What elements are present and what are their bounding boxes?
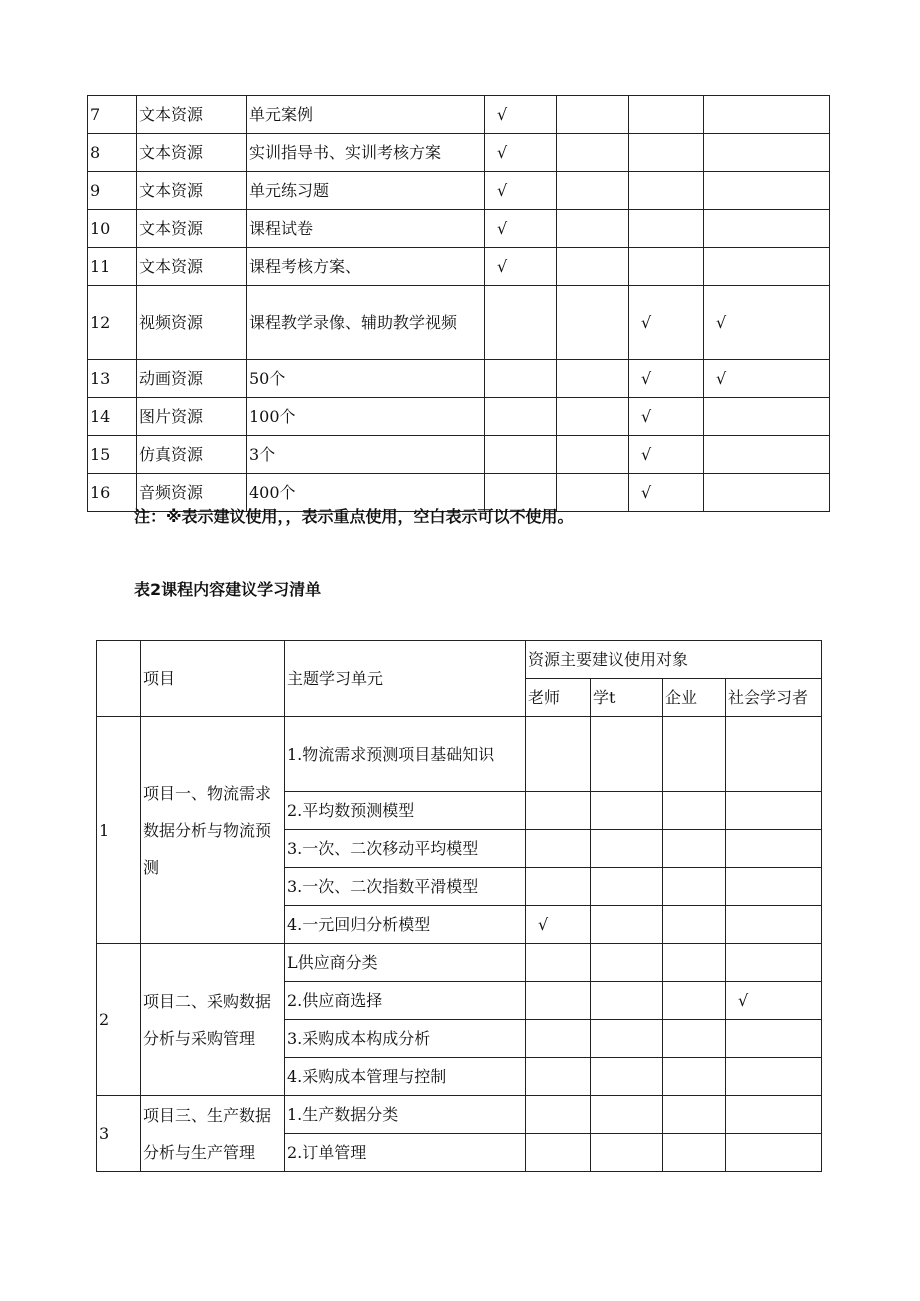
check-cell: √ [485,248,557,286]
check-cell [663,1058,726,1096]
check-cell [526,1134,591,1172]
resource-type: 图片资源 [137,398,247,436]
resource-type: 仿真资源 [137,436,247,474]
row-number: 7 [88,96,137,134]
check-cell [526,1058,591,1096]
resource-type: 文本资源 [137,172,247,210]
check-cell [629,248,704,286]
table-row [88,248,830,286]
unit-name: 2.供应商选择 [285,982,526,1020]
check-cell [726,944,822,982]
check-cell [629,172,704,210]
check-cell [557,360,629,398]
check-cell [663,868,726,906]
table-row [97,1096,822,1134]
check-cell [726,1058,822,1096]
check-cell: √ [526,906,591,944]
table-row [88,398,830,436]
check-cell [485,360,557,398]
check-cell [526,944,591,982]
check-cell [704,398,830,436]
check-cell [557,172,629,210]
resource-content: 单元案例 [247,96,485,134]
check-cell [557,210,629,248]
resource-content: 400个 [247,474,485,512]
check-cell [704,172,830,210]
check-cell [591,944,663,982]
project-number: 2 [97,944,141,1096]
check-cell: √ [485,134,557,172]
check-cell [591,868,663,906]
project-number: 3 [97,1096,141,1172]
check-cell [485,286,557,360]
check-cell [726,830,822,868]
check-cell [663,830,726,868]
check-cell [591,830,663,868]
check-cell [663,1134,726,1172]
table-row [88,286,830,360]
row-number: 15 [88,436,137,474]
table2-caption: 表2课程内容建议学习清单 [134,580,322,599]
check-cell: √ [485,210,557,248]
learning-list-table [96,640,822,1172]
check-cell [591,1058,663,1096]
project-name: 项目二、采购数据分析与采购管理 [141,944,285,1096]
row-number: 11 [88,248,137,286]
check-cell: √ [629,474,704,512]
header-row [97,641,822,679]
resource-content: 实训指导书、实训考核方案 [247,134,485,172]
check-cell [629,96,704,134]
check-cell [526,868,591,906]
resource-content: 50个 [247,360,485,398]
resource-content: 课程教学录像、辅助教学视频 [247,286,485,360]
resource-content: 100个 [247,398,485,436]
unit-name: 3.一次、二次指数平滑模型 [285,868,526,906]
check-cell [591,792,663,830]
check-cell [526,830,591,868]
check-cell [663,1020,726,1058]
check-cell [557,96,629,134]
check-cell: √ [726,982,822,1020]
table-note: 注：※表示建议使用，，表示重点使用，空白表示可以不使用。 [134,507,574,526]
unit-name: 4.采购成本管理与控制 [285,1058,526,1096]
check-cell [485,398,557,436]
check-cell [629,210,704,248]
row-number: 16 [88,474,137,512]
check-cell [557,286,629,360]
table-row [97,717,822,792]
table-row [88,360,830,398]
check-cell [726,906,822,944]
check-cell: √ [629,360,704,398]
resource-content: 3个 [247,436,485,474]
table-row [97,944,822,982]
project-number: 1 [97,717,141,944]
check-cell [557,436,629,474]
resource-content: 课程考核方案、 [247,248,485,286]
check-cell [663,982,726,1020]
header-unit: 主题学习单元 [285,641,526,717]
check-cell [526,717,591,792]
row-number: 13 [88,360,137,398]
check-cell [704,134,830,172]
check-cell [591,906,663,944]
check-cell [726,868,822,906]
check-cell [663,1096,726,1134]
check-cell [663,906,726,944]
unit-name: 3.一次、二次移动平均模型 [285,830,526,868]
header-number [97,641,141,717]
check-cell [591,717,663,792]
check-cell [704,248,830,286]
row-number: 8 [88,134,137,172]
check-cell: √ [485,172,557,210]
check-cell [591,1096,663,1134]
check-cell [629,134,704,172]
check-cell [726,792,822,830]
check-cell [591,1020,663,1058]
resource-type: 视频资源 [137,286,247,360]
resource-type: 动画资源 [137,360,247,398]
check-cell [557,398,629,436]
resource-type: 文本资源 [137,248,247,286]
check-cell [557,248,629,286]
check-cell [663,717,726,792]
unit-name: 2.订单管理 [285,1134,526,1172]
check-cell [726,717,822,792]
check-cell [704,436,830,474]
unit-name: 1.物流需求预测项目基础知识 [285,717,526,792]
table-row [88,210,830,248]
header-teacher: 老师 [526,679,591,717]
project-name: 项目一、物流需求数据分析与物流预测 [141,717,285,944]
header-enterprise: 企业 [663,679,726,717]
resource-table [87,95,830,512]
check-cell [591,982,663,1020]
resource-type: 文本资源 [137,96,247,134]
check-cell: √ [704,286,830,360]
check-cell [526,982,591,1020]
header-project: 项目 [141,641,285,717]
unit-name: 1.生产数据分类 [285,1096,526,1134]
table-row [88,134,830,172]
header-audience: 资源主要建议使用对象 [526,641,822,679]
check-cell: √ [629,286,704,360]
check-cell: √ [629,436,704,474]
check-cell [704,210,830,248]
check-cell [726,1020,822,1058]
check-cell [526,1096,591,1134]
resource-content: 课程试卷 [247,210,485,248]
table-row [88,172,830,210]
unit-name: 2.平均数预测模型 [285,792,526,830]
check-cell [726,1096,822,1134]
unit-name: 3.采购成本构成分析 [285,1020,526,1058]
check-cell [485,436,557,474]
resource-type: 文本资源 [137,210,247,248]
check-cell: √ [704,360,830,398]
row-number: 12 [88,286,137,360]
unit-name: L供应商分类 [285,944,526,982]
check-cell [526,792,591,830]
check-cell [704,96,830,134]
check-cell [663,792,726,830]
check-cell [557,134,629,172]
header-social: 社会学习者 [726,679,822,717]
row-number: 10 [88,210,137,248]
resource-content: 单元练习题 [247,172,485,210]
check-cell [591,1134,663,1172]
check-cell [704,474,830,512]
header-student: 学t [591,679,663,717]
resource-type: 文本资源 [137,134,247,172]
check-cell [663,944,726,982]
project-name: 项目三、生产数据分析与生产管理 [141,1096,285,1172]
check-cell: √ [629,398,704,436]
unit-name: 4.一元回归分析模型 [285,906,526,944]
table-row [88,96,830,134]
check-cell [726,1134,822,1172]
row-number: 9 [88,172,137,210]
resource-type: 音频资源 [137,474,247,512]
check-cell [526,1020,591,1058]
row-number: 14 [88,398,137,436]
check-cell: √ [485,96,557,134]
table-row [88,436,830,474]
